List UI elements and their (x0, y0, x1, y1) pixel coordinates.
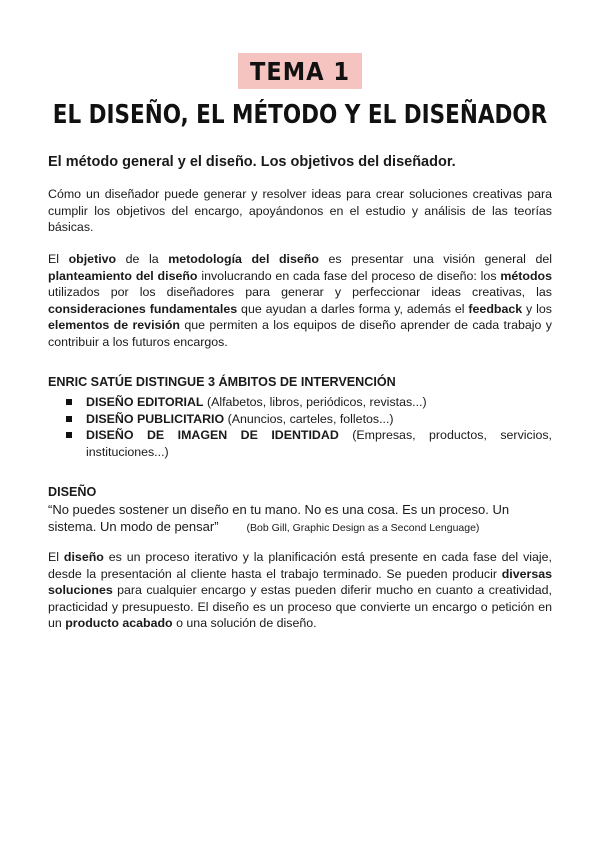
quote-source: (Bob Gill, Graphic Design as a Second Lenguage) (246, 522, 480, 534)
tema-label: TEMA 1 (238, 53, 362, 89)
tema-header (0, 53, 600, 89)
bold-run: objetivo (68, 252, 117, 266)
text-run: utilizados por los diseñadores para generar y perfeccionar ideas creativas, las (48, 285, 552, 299)
list-item-label: DISEÑO EDITORIAL (86, 395, 204, 409)
square-bullet-icon (66, 399, 72, 405)
list-item-label: DISEÑO DE IMAGEN DE IDENTIDAD (86, 428, 339, 442)
bold-run: métodos (500, 268, 552, 283)
text-run: El (48, 252, 69, 266)
bold-run: elementos de revisión (48, 318, 180, 332)
bold-run: feedback (468, 301, 523, 316)
text-run: El (48, 550, 64, 564)
list-item (66, 411, 552, 428)
text-run: o una solución de diseño. (172, 616, 317, 630)
text-run: de la (116, 252, 169, 266)
text-run: y los (522, 301, 552, 316)
list-item-detail: (Anuncios, carteles, folletos...) (224, 411, 394, 426)
bold-run: diseño (63, 550, 104, 564)
ambits-heading: ENRIC SATÚE DISTINGUE 3 ÁMBITOS DE INTERVENCIÓN (48, 375, 396, 389)
text-run: es presentar una visión general del (318, 252, 552, 266)
page-title: EL DISEÑO, EL MÉTODO Y EL DISEÑADOR (52, 100, 548, 130)
bold-run: diversas soluciones (48, 566, 552, 597)
design-heading: DISEÑO (48, 485, 97, 499)
list-item-detail: (Alfabetos, libros, periódicos, revistas...) (203, 395, 427, 409)
text-run: involucrando en cada fase del proceso de diseño: los (197, 268, 501, 283)
text-run: que ayudan a darles forma y, además el (237, 301, 469, 316)
ambits-list (66, 394, 552, 460)
bold-run: metodología del diseño (168, 252, 319, 266)
bold-run: planteamiento del diseño (48, 268, 198, 283)
list-item-detail: (Empresas, productos, servicios, instituciones...) (86, 428, 552, 459)
list-item (66, 427, 552, 460)
text-run: para cualquier encargo y estas pueden diferir mucho en cuanto a creatividad, practicidad y presupuesto. El diseño es un proceso que convierte un encargo o petición en un (48, 583, 552, 630)
square-bullet-icon (66, 432, 72, 438)
objective-paragraph (48, 251, 552, 350)
text-run: que permiten a los equipos de diseño aprender de cada trabajo y contribuir a los futuros encargos. (48, 318, 552, 349)
bold-run: producto acabado (65, 616, 173, 630)
section-subtitle: El método general y el diseño. Los objetivos del diseñador. (48, 154, 456, 170)
square-bullet-icon (66, 416, 72, 422)
list-item (66, 394, 552, 411)
intro-paragraph: Cómo un diseñador puede generar y resolver ideas para crear soluciones creativas para cumplir los objetivos del encargo, apoyándonos en el estudio y análisis de las teorías básicas. (48, 187, 552, 234)
bold-run: consideraciones fundamentales (48, 301, 238, 316)
design-paragraph (48, 549, 552, 632)
text-run: es un proceso iterativo y la planificación está presente en cada fase del viaje, desde la presentación al cliente hasta el trabajo terminado. Se pueden producir (48, 550, 552, 581)
quote-text: “No puedes sostener un diseño en tu mano. No es una cosa. Es un proceso. Un sistema. Un modo de pensar” (48, 502, 510, 534)
design-quote (48, 501, 552, 537)
list-item-label: DISEÑO PUBLICITARIO (86, 411, 225, 426)
